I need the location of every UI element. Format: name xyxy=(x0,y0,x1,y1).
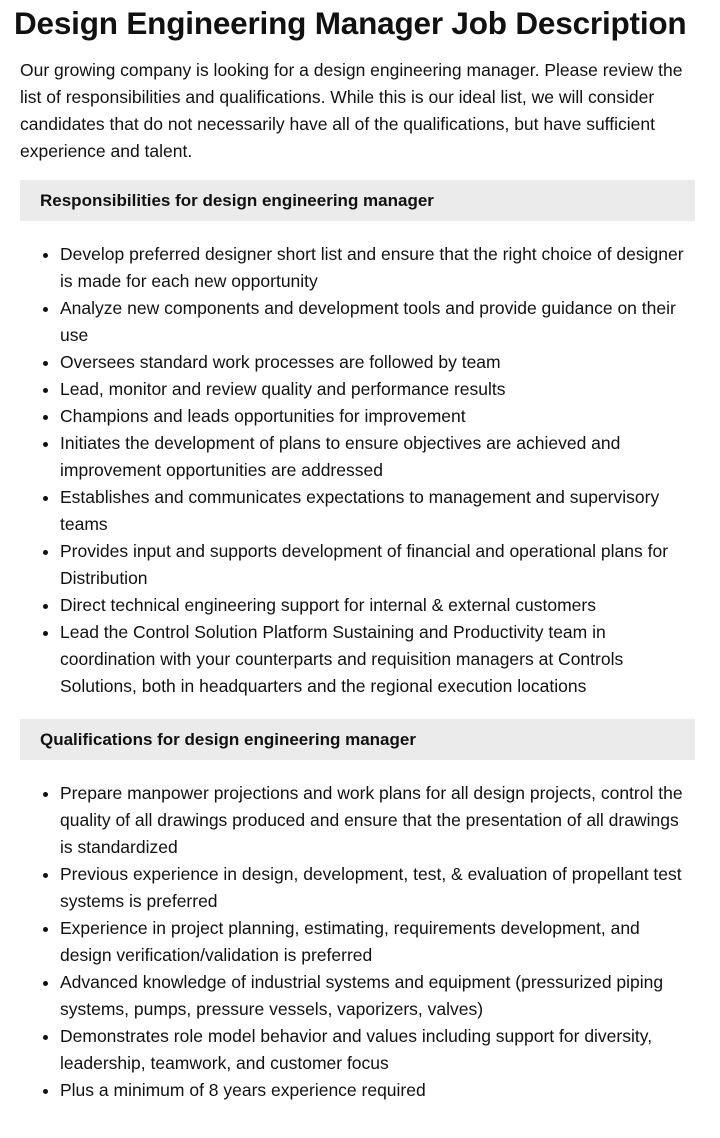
list-item: • Lead, monitor and review quality and performance results xyxy=(60,376,695,403)
list-item: • Experience in project planning, estimating, requirements development, and design verification/validation is preferred xyxy=(60,915,695,969)
list-item: • Lead the Control Solution Platform Sustaining and Productivity team in coordination with your counterparts and requisition managers at Controls Solutions, both in headquarters and the regional execution locations xyxy=(60,619,695,700)
list-item: • Demonstrates role model behavior and values including support for diversity, leadership, teamwork, and customer focus xyxy=(60,1023,695,1077)
list-item: • Establishes and communicates expectations to management and supervisory teams xyxy=(60,484,695,538)
responsibilities-heading: Responsibilities for design engineering manager xyxy=(20,180,695,221)
qualifications-heading: Qualifications for design engineering manager xyxy=(20,719,695,760)
intro-paragraph: Our growing company is looking for a design engineering manager. Please review the list of responsibilities and qualifications. While this is our ideal list, we will consider candidates that do not necessarily have all of the qualifications, but have sufficient experience and talent. xyxy=(20,60,683,161)
list-item: • Provides input and supports development of financial and operational plans for Distribution xyxy=(60,538,695,592)
responsibilities-list xyxy=(20,241,695,700)
list-item: • Initiates the development of plans to ensure objectives are achieved and improvement opportunities are addressed xyxy=(60,430,695,484)
list-item: • Prepare manpower projections and work plans for all design projects, control the quality of all drawings produced and ensure that the presentation of all drawings is standardized xyxy=(60,780,695,861)
list-item: • Plus a minimum of 8 years experience required xyxy=(60,1077,695,1104)
list-item: • Direct technical engineering support for internal & external customers xyxy=(60,592,695,619)
list-item: • Advanced knowledge of industrial systems and equipment (pressurized piping systems, pumps, pressure vessels, vaporizers, valves) xyxy=(60,969,695,1023)
list-item: • Analyze new components and development tools and provide guidance on their use xyxy=(60,295,695,349)
qualifications-list xyxy=(20,780,695,1104)
list-item: • Develop preferred designer short list and ensure that the right choice of designer is made for each new opportunity xyxy=(60,241,695,295)
list-item: • Oversees standard work processes are followed by team xyxy=(60,349,695,376)
list-item: • Champions and leads opportunities for improvement xyxy=(60,403,695,430)
list-item: • Previous experience in design, development, test, & evaluation of propellant test systems is preferred xyxy=(60,861,695,915)
page-title: Design Engineering Manager Job Description xyxy=(14,5,687,41)
